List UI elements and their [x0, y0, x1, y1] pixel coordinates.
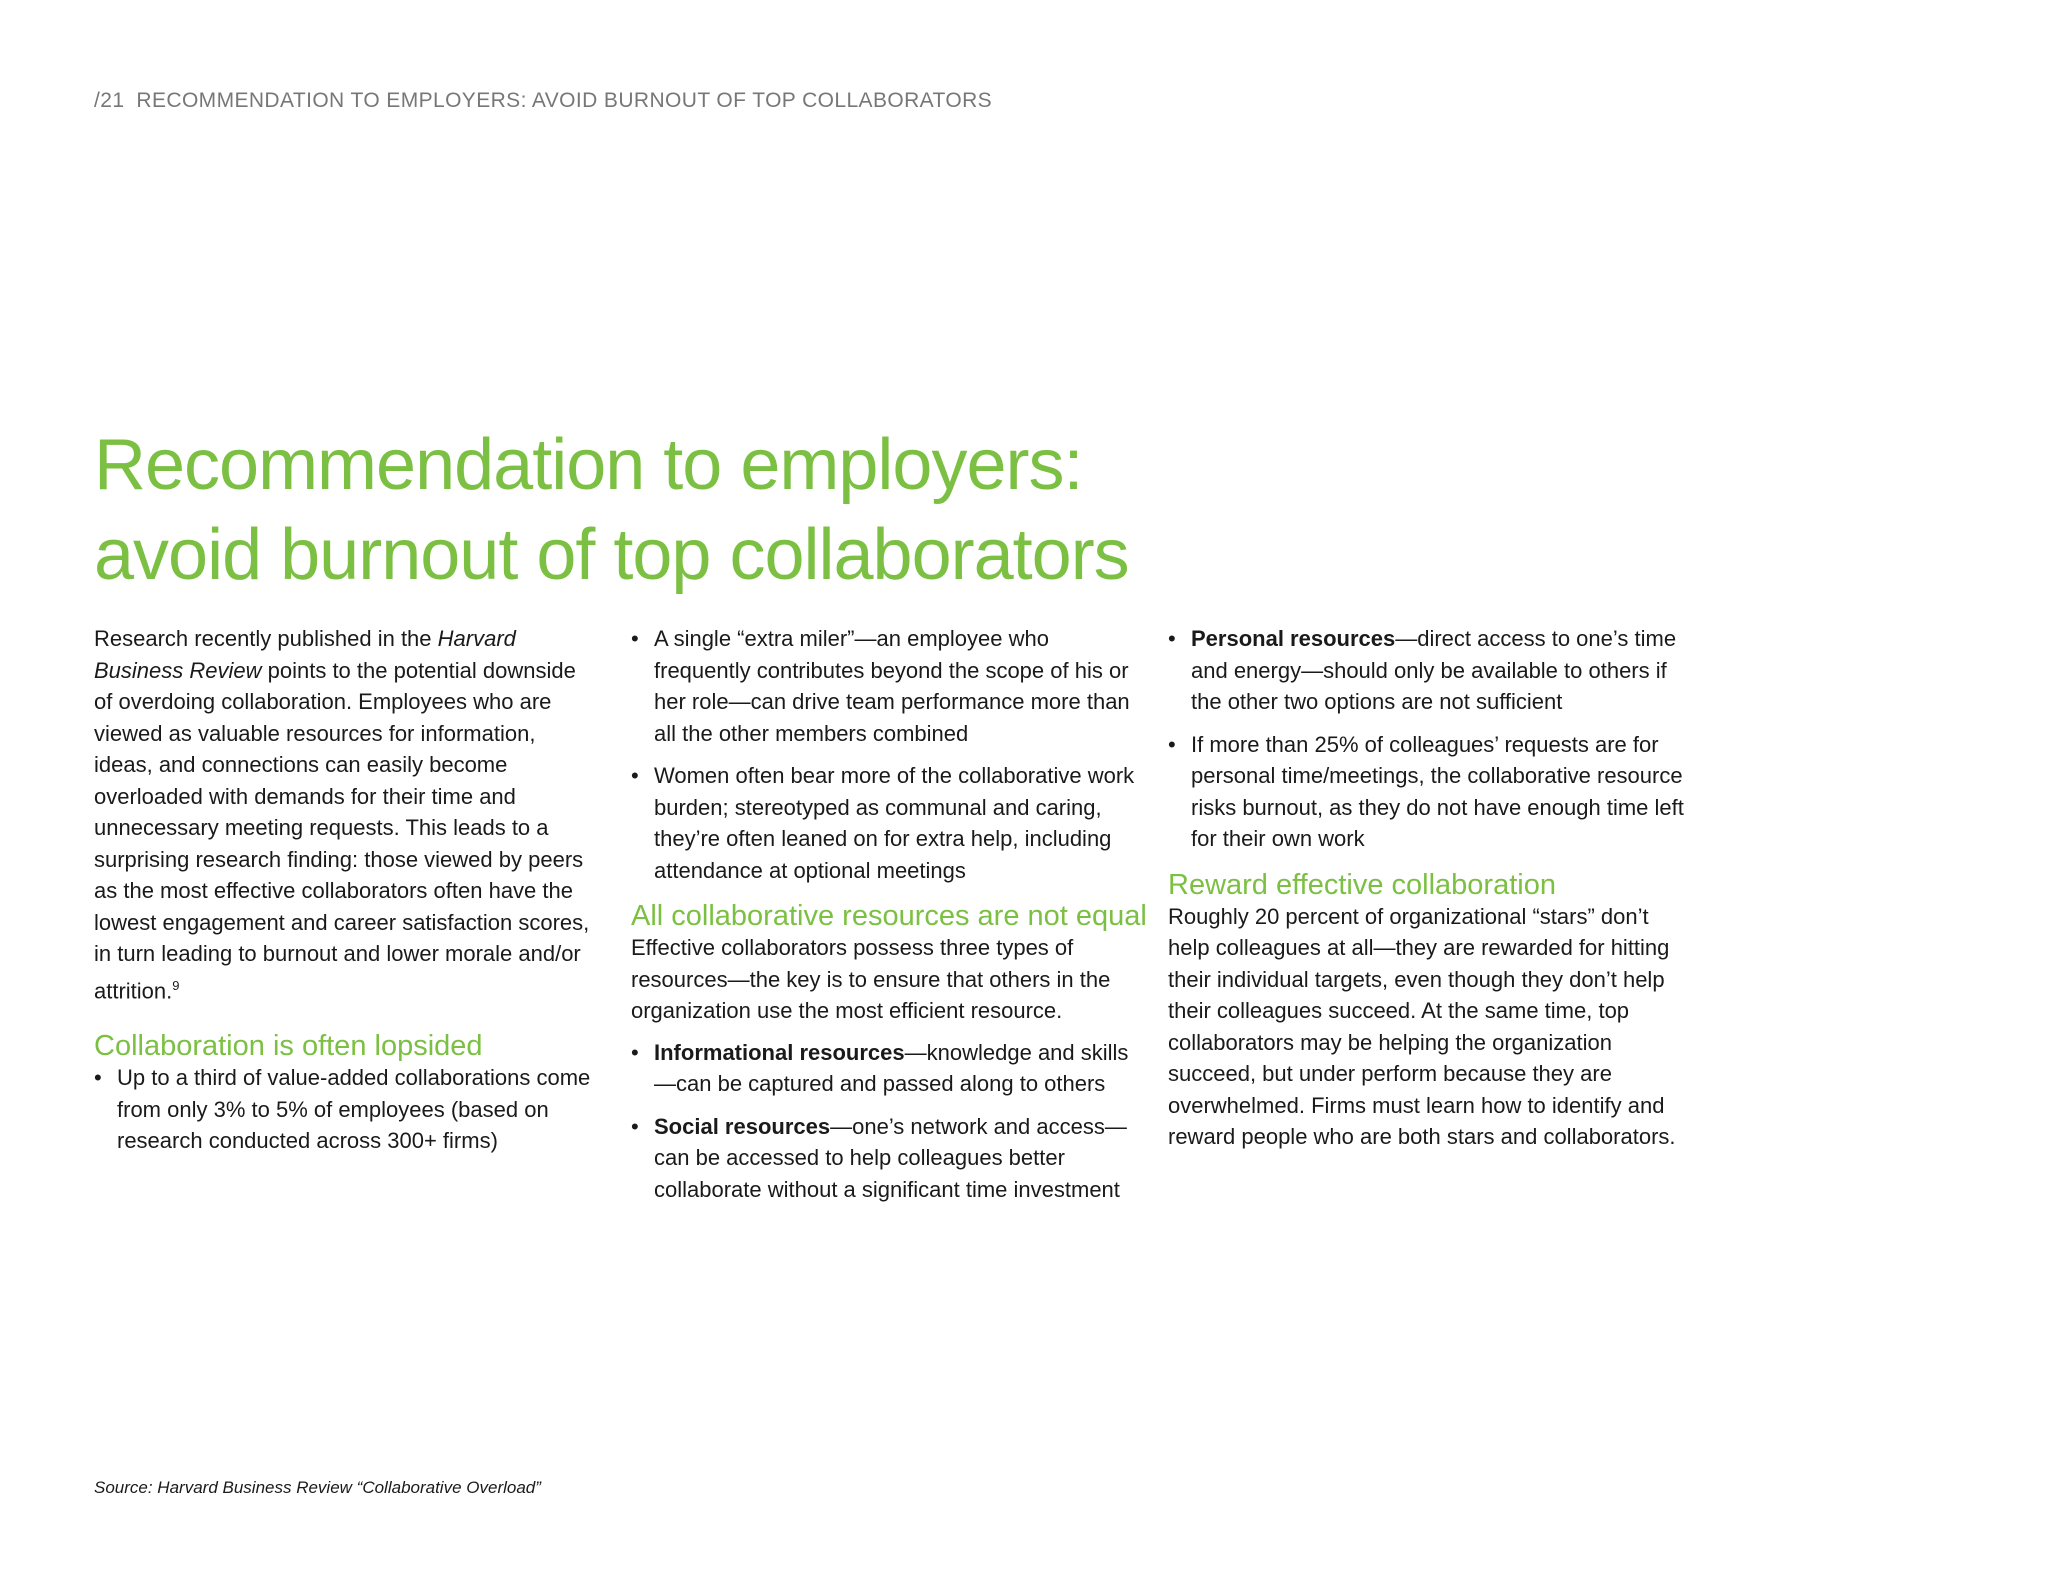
intro-publication-name: Harvard Business Review — [94, 626, 516, 683]
resources-bullet-list — [631, 1037, 1141, 1206]
bullet-icon: • — [631, 626, 639, 651]
bullet-icon: • — [631, 1113, 639, 1139]
resource-text: —knowledge and skills—can be captured and passed along to others — [654, 1039, 1129, 1096]
page-title-line-1: Recommendation to employers: — [94, 425, 1083, 505]
resource-label: Personal resources — [1191, 626, 1396, 651]
resource-label: Informational resources — [654, 1039, 905, 1065]
bullet-icon: • — [1168, 626, 1176, 651]
section-heading-lopsided: Collaboration is often lopsided — [94, 1030, 483, 1063]
page-number: /21 — [94, 89, 125, 112]
column-3 — [1168, 623, 1688, 1153]
bullet-icon: • — [94, 1065, 102, 1091]
intro-text-end: points to the potential downside of overdoing collaboration. Employees who are viewed as valuable resources for information, ideas, and connections can easily become overloaded with demands for their time and unnecessary meeting requests. This leads to a surprising research finding: those viewed by peers as the most effective collaborators often have the lowest engagement and career satisfaction scores, in turn leading to burnout and lower morale and/or attrition. — [94, 657, 590, 1003]
page-title-line-2: avoid burnout of top collaborators — [94, 515, 1129, 595]
resource-text: —direct access to one’s time and energy—should only be available to others if the other two options are not sufficient — [1191, 626, 1677, 714]
list-item — [94, 1062, 599, 1157]
resource-text: —one’s network and access—can be accessed to help colleagues better collaborate without a significant time investment — [654, 1113, 1127, 1202]
bullet-icon: • — [631, 763, 639, 788]
page-title — [94, 420, 1129, 600]
section-heading-resources: All collaborative resources are not equal — [631, 900, 1147, 932]
column-2 — [631, 623, 1147, 1216]
bullet-icon: • — [631, 1039, 639, 1065]
list-item — [631, 760, 1141, 886]
intro-text-start: Research recently published in the — [94, 626, 438, 651]
running-title: RECOMMENDATION TO EMPLOYERS: AVOID BURNOUT OF TOP COLLABORATORS — [136, 89, 993, 112]
burden-bullet-list — [631, 623, 1141, 886]
resources-intro: Effective collaborators possess three types of resources—the key is to ensure that others in the organization use the most efficient resource. — [631, 935, 1111, 1023]
list-item — [631, 623, 1141, 749]
section-heading-reward: Reward effective collaboration — [1168, 868, 1556, 901]
resource-label: Social resources — [654, 1113, 831, 1139]
bullet-icon: • — [1168, 731, 1176, 757]
personal-bullet-list — [1168, 623, 1688, 855]
reward-paragraph: Roughly 20 percent of organizational “stars” don’t help colleagues at all—they are rewarded for hitting their individual targets, even though they don’t help their colleagues succeed. At the same time, top collaborators may be helping the organization succeed, but under perform because they are overwhelmed. Firms must learn how to identify and reward people who are both stars and collaborators. — [1168, 903, 1676, 1149]
list-item — [1168, 729, 1688, 855]
intro-paragraph — [94, 623, 599, 1006]
footnote-mark: 9 — [172, 977, 180, 993]
list-item — [631, 1111, 1141, 1206]
list-item-text: A single “extra miler”—an employee who frequently contributes beyond the scope of his or her role—can drive team performance more than all the other members combined — [654, 626, 1130, 746]
running-head — [94, 89, 992, 113]
lopsided-bullet-list — [94, 1062, 599, 1157]
list-item — [631, 1037, 1141, 1100]
column-1 — [94, 623, 599, 1168]
list-item — [1168, 623, 1688, 718]
list-item-text: If more than 25% of colleagues’ requests are for personal time/meetings, the collaborative resource risks burnout, as they do not have enough time left for their own work — [1191, 731, 1684, 851]
list-item-text: Up to a third of value-added collaborations come from only 3% to 5% of employees (based on research conducted across 300+ firms) — [117, 1065, 591, 1154]
source-note: Source: Harvard Business Review “Collaborative Overload” — [94, 1478, 541, 1497]
list-item-text: Women often bear more of the collaborative work burden; stereotyped as communal and caring, they’re often leaned on for extra help, including attendance at optional meetings — [654, 763, 1135, 883]
